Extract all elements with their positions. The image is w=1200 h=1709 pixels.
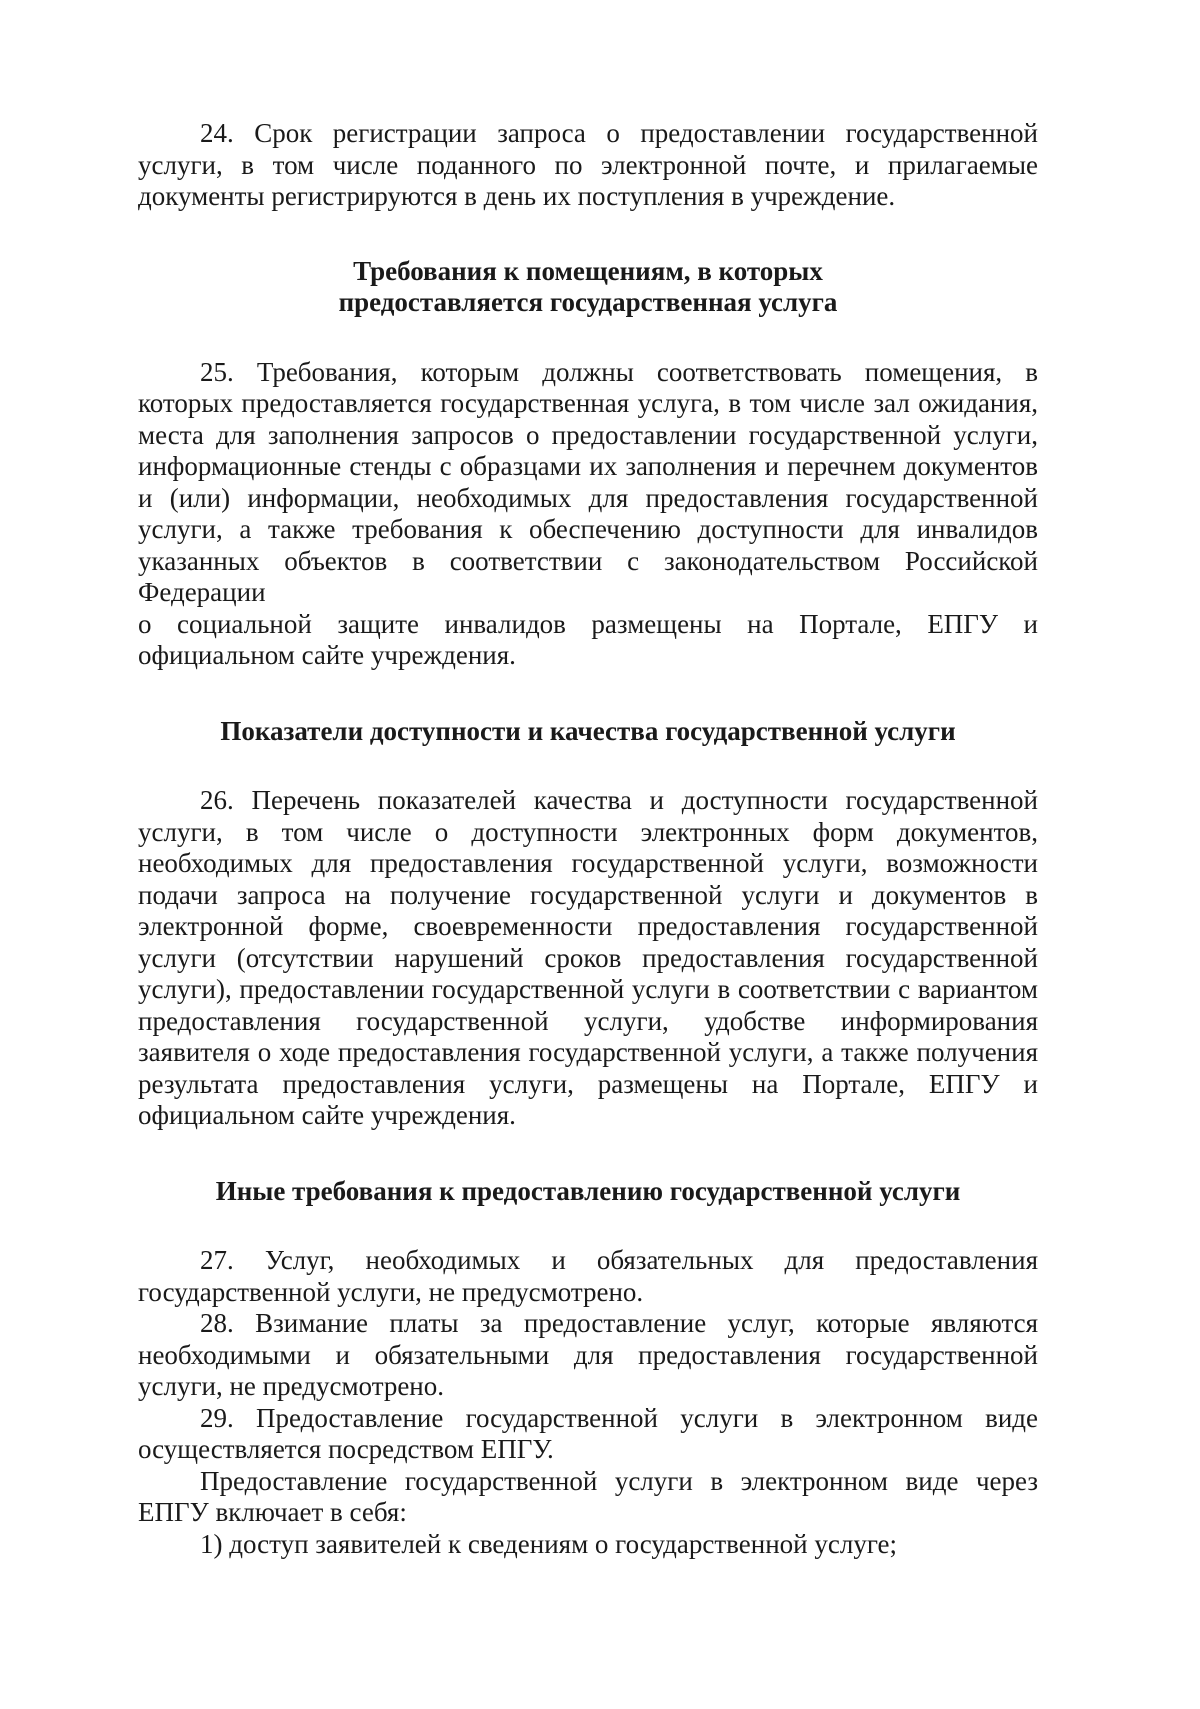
paragraph-29-intro: Предоставление государственной услуги в электронном виде через ЕПГУ включает в себя: — [138, 1465, 1038, 1527]
document-page — [138, 118, 1038, 1560]
heading-premises — [138, 256, 1038, 319]
paragraph-26: 26. Перечень показателей качества и доступности государственной услуги, в том числе о доступности электронных форм документов, необходимых для предоставления государственной услуги, возможности подачи запроса на получение государственной услуги и документов в электронной форме, своевременности предоставления государственной услуги (отсутствии нарушений сроков предоставления государственной услуги), предоставлении государственной услуги в соответствии с вариантом предоставления государственной услуги, удобстве информирования заявителя о ходе предоставления государственной услуги, а также получения результата предоставления услуги, размещены на Портале, ЕПГУ и официальном сайте учреждения. — [138, 785, 1038, 1130]
paragraph-29: 29. Предоставление государственной услуги в электронном виде осуществляется посредством ЕПГУ. — [138, 1402, 1038, 1464]
paragraph-27: 27. Услуг, необходимых и обязательных для предоставления государственной услуги, не предусмотрено. — [138, 1245, 1038, 1307]
heading-premises-line-2: предоставляется государственная услуга — [338, 287, 838, 317]
paragraph-24: 24. Срок регистрации запроса о предоставлении государственной услуги, в том числе поданного по электронной почте, и прилагаемые документы регистрируются в день их поступления в учреждение. — [138, 118, 1038, 211]
paragraph-25: 25. Требования, которым должны соответствовать помещения, в которых предоставляется государственная услуга, в том числе зал ожидания, места для заполнения запросов о предоставлении государственной услуги, информационные стенды с образцами их заполнения и перечнем документов и (или) информации, необходимых для предоставления государственной услуги, а также требования к обеспечению доступности для инвалидов указанных объектов в соответствии с законодательством Российской Федерации — [138, 356, 1038, 607]
paragraph-28: 28. Взимание платы за предоставление услуг, которые являются необходимыми и обязательными для предоставления государственной услуги, не предусмотрено. — [138, 1308, 1038, 1401]
heading-other-requirements: Иные требования к предоставлению государственной услуги — [215, 1175, 961, 1206]
paragraph-29-item-1: 1) доступ заявителей к сведениям о государственной услуге; — [200, 1528, 898, 1559]
paragraph-25-continuation: о социальной защите инвалидов размещены на Портале, ЕПГУ и официальном сайте учреждения. — [138, 608, 1038, 670]
heading-quality: Показатели доступности и качества государственной услуги — [220, 715, 956, 746]
heading-premises-line-1: Требования к помещениям, в которых — [353, 255, 823, 286]
